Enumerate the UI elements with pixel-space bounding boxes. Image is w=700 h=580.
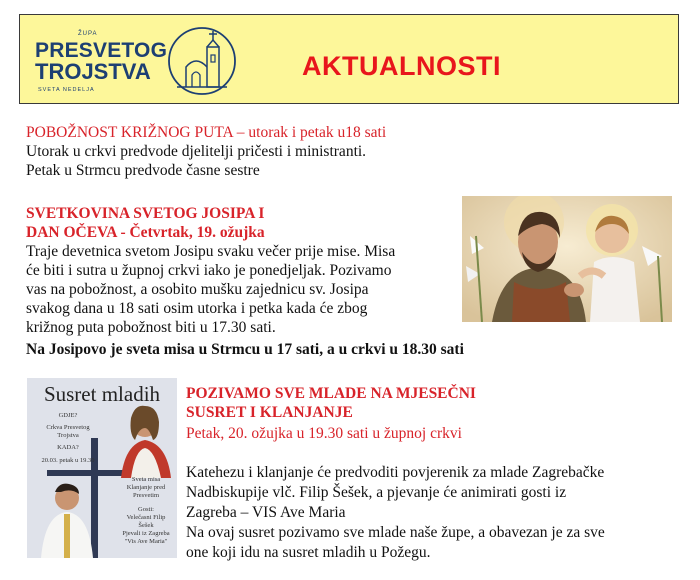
parish-logo (35, 23, 245, 97)
page-title: AKTUALNOSTI (302, 51, 501, 81)
poster-program-line: Gosti: (138, 506, 154, 513)
poster-program-line: Sveta misa (131, 476, 161, 483)
section3-line: Na ovaj susret pozivamo sve mlade naše župe, a obavezan je za sve (186, 524, 605, 541)
poster-program-line: "Vis Ave Maria" (124, 538, 168, 545)
section2-line: će biti i sutra u župnoj crkvi iako je ponedjeljak. Pozivamo (26, 262, 392, 279)
poster-program-line: Presvetim (133, 492, 159, 499)
section3-line: one koji idu na susret mladih u Požegu. (186, 544, 431, 561)
logo-line-2: TROJSTVA (35, 59, 151, 84)
poster-info-line: Trojstva (57, 432, 79, 439)
poster-program-line: Pjevali iz Zagreba (122, 530, 170, 537)
poster-program-line: Velečasni Filip (126, 514, 166, 521)
section3-heading-line-2: SUSRET I KLANJANJE (186, 404, 353, 421)
section2-bold-line: Na Josipovo je sveta misa u Strmcu u 17 sati, a u crkvi u 18.30 sati (26, 341, 464, 358)
section1-line: Utorak u crkvi predvode djelitelji pričesti i ministranti. (26, 143, 367, 160)
poster-info-line: 20.03. petak u 19.30 (41, 457, 95, 464)
logo-line-1: PRESVETOG (35, 39, 168, 62)
poster-title: Susret mladih (43, 382, 161, 406)
section2-line: vas na pobožnost, a osobito mušku zajednicu sv. Josipa (26, 281, 369, 298)
section3-line: Zagreba – VIS Ave Maria (186, 504, 346, 521)
section1-line: Petak u Strmcu predvode časne sestre (26, 162, 260, 179)
section3-line: Katehezu i klanjanje će predvoditi povjerenik za mlade Zagrebačke (186, 464, 605, 481)
poster-info-line: GDJE? (58, 412, 78, 419)
poster-program-line: Šešek (138, 522, 154, 529)
logo-line-3: SVETA NEDELJA (38, 87, 95, 93)
poster-info-line: Crkva Presvetog (46, 424, 90, 431)
poster-info-line: KADA? (57, 444, 79, 451)
poster-program-line: Klanjanje pred (126, 484, 166, 491)
section2-heading-line-2: DAN OČEVA - Četvrtak, 19. ožujka (26, 224, 265, 241)
section2-line: Traje devetnica svetom Josipu svaku večer prije mise. Misa (26, 243, 396, 260)
section3-date-line: Petak, 20. ožujka u 19.30 sati u župnoj crkvi (186, 425, 462, 442)
poster-program (117, 476, 175, 546)
church-emblem-icon (163, 25, 241, 97)
section2-line: svakog dana u 18 sati osim utorka i petka kada će zbog (26, 300, 368, 317)
youth-meeting-poster (27, 378, 177, 558)
section2-line: križnog puta pobožnost biti u 17.30 sati. (26, 319, 276, 336)
section3-heading-line-1: POZIVAMO SVE MLADE NA MJESEČNI (186, 385, 476, 402)
logo-small-text: ŽUPA (78, 31, 98, 37)
saint-joseph-image (462, 196, 672, 322)
header-banner (19, 14, 679, 104)
section1-heading: POBOŽNOST KRIŽNOG PUTA – utorak i petak u18 sati (26, 124, 387, 141)
section2-heading-line-1: SVETKOVINA SVETOG JOSIPA I (26, 205, 265, 222)
section3-line: Nadbiskupije vlč. Filip Šešek, a pjevanje će animirati gosti iz (186, 484, 567, 501)
poster-info (33, 412, 103, 465)
